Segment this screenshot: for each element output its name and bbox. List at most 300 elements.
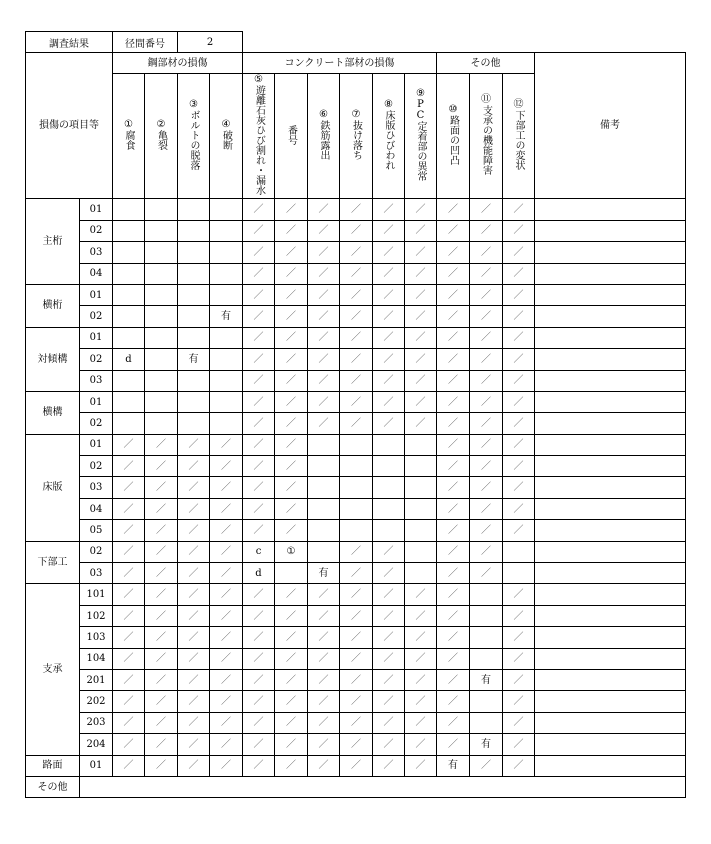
damage-cell[interactable] (210, 413, 243, 434)
damage-cell[interactable] (145, 242, 178, 263)
damage-cell[interactable]: ／ (340, 242, 373, 263)
damage-cell[interactable]: ／ (243, 349, 275, 370)
damage-cell[interactable] (373, 456, 405, 477)
damage-cell[interactable]: ／ (373, 306, 405, 327)
damage-cell[interactable]: ／ (113, 498, 145, 519)
damage-cell[interactable] (405, 498, 437, 519)
damage-cell[interactable]: 有 (178, 349, 210, 370)
damage-cell[interactable]: ／ (503, 648, 535, 669)
damage-cell[interactable]: ／ (275, 584, 308, 605)
damage-cell[interactable]: ／ (275, 734, 308, 755)
remarks-cell[interactable] (535, 584, 686, 605)
damage-cell[interactable] (145, 306, 178, 327)
damage-cell[interactable]: ／ (503, 391, 535, 412)
damage-cell[interactable]: ／ (340, 284, 373, 305)
damage-cell[interactable]: ／ (308, 669, 340, 690)
damage-cell[interactable]: ／ (145, 541, 178, 562)
damage-cell[interactable]: ／ (405, 691, 437, 712)
damage-cell[interactable]: ／ (308, 755, 340, 776)
damage-cell[interactable]: ／ (470, 563, 503, 584)
damage-cell[interactable]: ／ (503, 263, 535, 284)
damage-cell[interactable]: ／ (405, 413, 437, 434)
damage-cell[interactable]: ／ (243, 712, 275, 733)
damage-cell[interactable]: ／ (308, 370, 340, 391)
damage-cell[interactable]: ／ (405, 755, 437, 776)
damage-cell[interactable]: ／ (243, 284, 275, 305)
damage-cell[interactable]: ／ (275, 199, 308, 220)
damage-cell[interactable]: ／ (308, 199, 340, 220)
remarks-cell[interactable] (535, 541, 686, 562)
damage-cell[interactable]: ／ (503, 306, 535, 327)
remarks-cell[interactable] (535, 220, 686, 241)
damage-cell[interactable] (340, 498, 373, 519)
damage-cell[interactable]: ／ (340, 391, 373, 412)
damage-cell[interactable]: ／ (275, 349, 308, 370)
damage-cell[interactable]: ／ (178, 648, 210, 669)
damage-cell[interactable]: ／ (210, 541, 243, 562)
damage-cell[interactable]: ／ (470, 477, 503, 498)
damage-cell[interactable]: ／ (145, 477, 178, 498)
damage-cell[interactable]: ／ (145, 669, 178, 690)
damage-cell[interactable]: ／ (405, 263, 437, 284)
damage-cell[interactable]: ／ (243, 584, 275, 605)
damage-cell[interactable]: ／ (437, 413, 470, 434)
damage-cell[interactable]: ／ (275, 669, 308, 690)
remarks-cell[interactable] (535, 563, 686, 584)
damage-cell[interactable] (373, 477, 405, 498)
damage-cell[interactable] (113, 306, 145, 327)
damage-cell[interactable] (470, 691, 503, 712)
damage-cell[interactable]: ／ (275, 434, 308, 455)
remarks-cell[interactable] (535, 242, 686, 263)
damage-cell[interactable] (113, 327, 145, 348)
damage-cell[interactable]: ／ (373, 220, 405, 241)
damage-cell[interactable] (178, 220, 210, 241)
damage-cell[interactable]: ／ (113, 734, 145, 755)
damage-cell[interactable]: ／ (437, 327, 470, 348)
damage-cell[interactable] (503, 541, 535, 562)
damage-cell[interactable]: c (243, 541, 275, 562)
damage-cell[interactable]: ／ (210, 669, 243, 690)
damage-cell[interactable]: ／ (113, 669, 145, 690)
damage-cell[interactable]: ／ (275, 413, 308, 434)
damage-cell[interactable]: ／ (210, 605, 243, 626)
damage-cell[interactable]: ／ (113, 712, 145, 733)
damage-cell[interactable]: ／ (145, 712, 178, 733)
damage-cell[interactable]: ／ (373, 349, 405, 370)
damage-cell[interactable]: ／ (210, 434, 243, 455)
damage-cell[interactable]: ／ (470, 391, 503, 412)
damage-cell[interactable]: ／ (503, 327, 535, 348)
damage-cell[interactable]: ／ (437, 563, 470, 584)
damage-cell[interactable] (470, 648, 503, 669)
damage-cell[interactable]: ／ (437, 734, 470, 755)
damage-cell[interactable]: ／ (210, 627, 243, 648)
damage-cell[interactable] (405, 456, 437, 477)
damage-cell[interactable] (145, 413, 178, 434)
damage-cell[interactable]: ／ (503, 199, 535, 220)
damage-cell[interactable]: ／ (308, 306, 340, 327)
damage-cell[interactable]: ／ (275, 306, 308, 327)
damage-cell[interactable]: ／ (113, 584, 145, 605)
damage-cell[interactable]: ／ (503, 627, 535, 648)
damage-cell[interactable]: ／ (437, 220, 470, 241)
damage-cell[interactable]: ／ (437, 349, 470, 370)
damage-cell[interactable]: ／ (405, 627, 437, 648)
damage-cell[interactable]: ／ (340, 541, 373, 562)
damage-cell[interactable] (178, 370, 210, 391)
damage-cell[interactable]: ／ (178, 434, 210, 455)
damage-cell[interactable]: ／ (405, 391, 437, 412)
damage-cell[interactable]: ／ (243, 242, 275, 263)
damage-cell[interactable]: ／ (243, 734, 275, 755)
damage-cell[interactable] (308, 520, 340, 541)
damage-cell[interactable]: ／ (503, 584, 535, 605)
damage-cell[interactable] (145, 220, 178, 241)
damage-cell[interactable]: ／ (308, 391, 340, 412)
damage-cell[interactable]: ／ (275, 520, 308, 541)
damage-cell[interactable]: ／ (470, 498, 503, 519)
damage-cell[interactable]: ／ (437, 242, 470, 263)
damage-cell[interactable]: ／ (373, 712, 405, 733)
damage-cell[interactable]: ／ (243, 413, 275, 434)
damage-cell[interactable]: ① (275, 541, 308, 562)
damage-cell[interactable] (373, 434, 405, 455)
damage-cell[interactable]: ／ (243, 434, 275, 455)
damage-cell[interactable]: ／ (503, 669, 535, 690)
damage-cell[interactable]: ／ (308, 263, 340, 284)
damage-cell[interactable]: ／ (405, 584, 437, 605)
damage-cell[interactable]: ／ (340, 712, 373, 733)
damage-cell[interactable]: ／ (503, 755, 535, 776)
damage-cell[interactable]: d (113, 349, 145, 370)
remarks-cell[interactable] (535, 199, 686, 220)
damage-cell[interactable]: ／ (373, 541, 405, 562)
damage-cell[interactable] (113, 199, 145, 220)
damage-cell[interactable]: ／ (243, 391, 275, 412)
damage-cell[interactable]: ／ (275, 755, 308, 776)
damage-cell[interactable]: ／ (178, 605, 210, 626)
damage-cell[interactable]: ／ (470, 284, 503, 305)
damage-cell[interactable] (145, 284, 178, 305)
damage-cell[interactable] (373, 498, 405, 519)
damage-cell[interactable]: ／ (437, 263, 470, 284)
remarks-cell[interactable] (535, 605, 686, 626)
remarks-cell[interactable] (535, 306, 686, 327)
damage-cell[interactable] (145, 263, 178, 284)
damage-cell[interactable] (470, 605, 503, 626)
damage-cell[interactable]: ／ (178, 669, 210, 690)
damage-cell[interactable] (145, 327, 178, 348)
damage-cell[interactable]: ／ (243, 605, 275, 626)
damage-cell[interactable] (210, 284, 243, 305)
damage-cell[interactable] (178, 306, 210, 327)
damage-cell[interactable]: 有 (470, 669, 503, 690)
damage-cell[interactable]: ／ (437, 477, 470, 498)
damage-cell[interactable]: ／ (340, 306, 373, 327)
damage-cell[interactable]: ／ (145, 648, 178, 669)
damage-cell[interactable]: ／ (373, 584, 405, 605)
damage-cell[interactable]: 有 (308, 563, 340, 584)
damage-cell[interactable]: ／ (437, 520, 470, 541)
damage-cell[interactable]: ／ (340, 349, 373, 370)
damage-cell[interactable]: ／ (113, 541, 145, 562)
damage-cell[interactable] (145, 391, 178, 412)
damage-cell[interactable] (210, 391, 243, 412)
damage-cell[interactable]: ／ (275, 327, 308, 348)
damage-cell[interactable] (340, 520, 373, 541)
damage-cell[interactable]: ／ (308, 627, 340, 648)
damage-cell[interactable]: ／ (373, 391, 405, 412)
damage-cell[interactable]: ／ (340, 605, 373, 626)
damage-cell[interactable]: ／ (503, 434, 535, 455)
damage-cell[interactable]: ／ (275, 284, 308, 305)
damage-cell[interactable]: ／ (437, 306, 470, 327)
damage-cell[interactable]: ／ (437, 669, 470, 690)
damage-cell[interactable]: ／ (178, 520, 210, 541)
damage-cell[interactable]: ／ (308, 584, 340, 605)
damage-cell[interactable]: ／ (308, 712, 340, 733)
remarks-cell[interactable] (535, 498, 686, 519)
damage-cell[interactable]: ／ (210, 734, 243, 755)
damage-cell[interactable]: ／ (405, 734, 437, 755)
damage-cell[interactable]: ／ (210, 498, 243, 519)
damage-cell[interactable]: ／ (503, 477, 535, 498)
damage-cell[interactable]: ／ (275, 648, 308, 669)
other-notes-cell[interactable] (80, 776, 686, 797)
damage-cell[interactable]: ／ (308, 605, 340, 626)
damage-cell[interactable]: ／ (503, 712, 535, 733)
damage-cell[interactable] (470, 712, 503, 733)
damage-cell[interactable] (178, 284, 210, 305)
damage-cell[interactable]: ／ (210, 755, 243, 776)
damage-cell[interactable]: ／ (275, 391, 308, 412)
damage-cell[interactable] (308, 498, 340, 519)
damage-cell[interactable]: ／ (503, 605, 535, 626)
damage-cell[interactable] (113, 370, 145, 391)
damage-cell[interactable]: 有 (470, 734, 503, 755)
damage-cell[interactable]: ／ (113, 755, 145, 776)
damage-cell[interactable]: ／ (373, 327, 405, 348)
damage-cell[interactable] (308, 456, 340, 477)
damage-cell[interactable]: ／ (113, 456, 145, 477)
damage-cell[interactable]: ／ (340, 370, 373, 391)
damage-cell[interactable]: ／ (373, 669, 405, 690)
damage-cell[interactable] (178, 199, 210, 220)
remarks-cell[interactable] (535, 669, 686, 690)
damage-cell[interactable]: ／ (405, 349, 437, 370)
damage-cell[interactable]: ／ (470, 306, 503, 327)
damage-cell[interactable]: ／ (113, 691, 145, 712)
damage-cell[interactable]: ／ (437, 627, 470, 648)
damage-cell[interactable]: ／ (470, 242, 503, 263)
damage-cell[interactable] (340, 434, 373, 455)
damage-cell[interactable]: ／ (308, 648, 340, 669)
damage-cell[interactable] (405, 477, 437, 498)
damage-cell[interactable]: ／ (243, 669, 275, 690)
damage-cell[interactable] (470, 627, 503, 648)
damage-cell[interactable]: ／ (373, 648, 405, 669)
damage-cell[interactable]: ／ (243, 327, 275, 348)
damage-cell[interactable]: ／ (437, 199, 470, 220)
damage-cell[interactable]: ／ (340, 755, 373, 776)
damage-cell[interactable]: ／ (210, 691, 243, 712)
damage-cell[interactable]: ／ (470, 263, 503, 284)
damage-cell[interactable]: ／ (405, 242, 437, 263)
damage-cell[interactable]: ／ (243, 648, 275, 669)
damage-cell[interactable] (308, 477, 340, 498)
damage-cell[interactable] (405, 434, 437, 455)
damage-cell[interactable]: ／ (340, 220, 373, 241)
remarks-cell[interactable] (535, 520, 686, 541)
damage-cell[interactable] (210, 263, 243, 284)
damage-cell[interactable]: ／ (275, 456, 308, 477)
damage-cell[interactable]: ／ (145, 605, 178, 626)
damage-cell[interactable]: ／ (373, 563, 405, 584)
damage-cell[interactable]: ／ (373, 755, 405, 776)
damage-cell[interactable]: ／ (210, 563, 243, 584)
damage-cell[interactable] (405, 541, 437, 562)
damage-cell[interactable]: ／ (373, 691, 405, 712)
damage-cell[interactable]: ／ (243, 199, 275, 220)
remarks-cell[interactable] (535, 755, 686, 776)
damage-cell[interactable]: ／ (405, 669, 437, 690)
damage-cell[interactable]: ／ (308, 349, 340, 370)
damage-cell[interactable]: ／ (340, 627, 373, 648)
damage-cell[interactable]: ／ (275, 691, 308, 712)
remarks-cell[interactable] (535, 691, 686, 712)
damage-cell[interactable] (178, 391, 210, 412)
damage-cell[interactable]: ／ (113, 605, 145, 626)
damage-cell[interactable]: ／ (373, 199, 405, 220)
damage-cell[interactable]: ／ (145, 434, 178, 455)
damage-cell[interactable]: ／ (340, 734, 373, 755)
damage-cell[interactable]: ／ (113, 563, 145, 584)
damage-cell[interactable]: ／ (405, 648, 437, 669)
damage-cell[interactable] (178, 413, 210, 434)
damage-cell[interactable]: ／ (437, 712, 470, 733)
damage-cell[interactable] (405, 563, 437, 584)
remarks-cell[interactable] (535, 712, 686, 733)
damage-cell[interactable]: ／ (373, 370, 405, 391)
damage-cell[interactable]: ／ (373, 413, 405, 434)
damage-cell[interactable]: ／ (340, 691, 373, 712)
damage-cell[interactable] (210, 370, 243, 391)
damage-cell[interactable]: ／ (210, 712, 243, 733)
damage-cell[interactable]: ／ (470, 199, 503, 220)
damage-cell[interactable]: ／ (275, 242, 308, 263)
damage-cell[interactable]: ／ (470, 456, 503, 477)
remarks-cell[interactable] (535, 456, 686, 477)
damage-cell[interactable]: ／ (470, 327, 503, 348)
damage-cell[interactable]: ／ (308, 691, 340, 712)
damage-cell[interactable]: ／ (340, 563, 373, 584)
damage-cell[interactable]: ／ (437, 691, 470, 712)
damage-cell[interactable]: ／ (210, 520, 243, 541)
damage-cell[interactable]: ／ (503, 691, 535, 712)
damage-cell[interactable] (210, 349, 243, 370)
remarks-cell[interactable] (535, 413, 686, 434)
damage-cell[interactable] (145, 349, 178, 370)
damage-cell[interactable]: ／ (145, 734, 178, 755)
damage-cell[interactable]: ／ (145, 755, 178, 776)
damage-cell[interactable]: ／ (308, 327, 340, 348)
remarks-cell[interactable] (535, 263, 686, 284)
damage-cell[interactable]: ／ (243, 477, 275, 498)
remarks-cell[interactable] (535, 284, 686, 305)
damage-cell[interactable]: ／ (340, 669, 373, 690)
damage-cell[interactable]: ／ (437, 605, 470, 626)
damage-cell[interactable]: ／ (145, 584, 178, 605)
damage-cell[interactable]: ／ (405, 284, 437, 305)
damage-cell[interactable] (308, 541, 340, 562)
damage-cell[interactable]: ／ (113, 434, 145, 455)
remarks-cell[interactable] (535, 327, 686, 348)
damage-cell[interactable]: ／ (243, 755, 275, 776)
damage-cell[interactable]: ／ (275, 263, 308, 284)
damage-cell[interactable]: ／ (405, 370, 437, 391)
damage-cell[interactable]: ／ (243, 627, 275, 648)
damage-cell[interactable]: ／ (405, 327, 437, 348)
damage-cell[interactable]: ／ (470, 434, 503, 455)
damage-cell[interactable]: ／ (437, 284, 470, 305)
damage-cell[interactable]: ／ (243, 498, 275, 519)
damage-cell[interactable] (178, 242, 210, 263)
damage-cell[interactable]: ／ (373, 242, 405, 263)
damage-cell[interactable]: ／ (437, 370, 470, 391)
damage-cell[interactable]: ／ (178, 584, 210, 605)
damage-cell[interactable]: ／ (405, 199, 437, 220)
damage-cell[interactable]: ／ (275, 370, 308, 391)
damage-cell[interactable] (113, 263, 145, 284)
damage-cell[interactable]: ／ (503, 284, 535, 305)
damage-cell[interactable]: ／ (373, 284, 405, 305)
remarks-cell[interactable] (535, 734, 686, 755)
damage-cell[interactable] (470, 584, 503, 605)
damage-cell[interactable]: ／ (405, 712, 437, 733)
remarks-cell[interactable] (535, 648, 686, 669)
damage-cell[interactable] (113, 391, 145, 412)
damage-cell[interactable]: ／ (340, 413, 373, 434)
damage-cell[interactable]: ／ (178, 734, 210, 755)
damage-cell[interactable]: ／ (308, 242, 340, 263)
damage-cell[interactable]: ／ (503, 456, 535, 477)
damage-cell[interactable]: 有 (210, 306, 243, 327)
damage-cell[interactable]: ／ (178, 541, 210, 562)
damage-cell[interactable]: ／ (503, 734, 535, 755)
damage-cell[interactable]: ／ (470, 755, 503, 776)
damage-cell[interactable]: ／ (178, 456, 210, 477)
damage-cell[interactable]: ／ (340, 263, 373, 284)
damage-cell[interactable] (503, 563, 535, 584)
damage-cell[interactable]: ／ (340, 199, 373, 220)
damage-cell[interactable]: ／ (340, 584, 373, 605)
damage-cell[interactable]: ／ (145, 627, 178, 648)
damage-cell[interactable]: ／ (243, 220, 275, 241)
damage-cell[interactable] (373, 520, 405, 541)
damage-cell[interactable]: ／ (405, 306, 437, 327)
damage-cell[interactable]: ／ (437, 498, 470, 519)
damage-cell[interactable] (340, 456, 373, 477)
damage-cell[interactable]: 有 (437, 755, 470, 776)
damage-cell[interactable]: ／ (243, 456, 275, 477)
damage-cell[interactable]: ／ (275, 605, 308, 626)
damage-cell[interactable]: ／ (178, 691, 210, 712)
damage-cell[interactable]: ／ (308, 284, 340, 305)
damage-cell[interactable]: ／ (210, 584, 243, 605)
damage-cell[interactable]: ／ (373, 734, 405, 755)
damage-cell[interactable]: ／ (470, 349, 503, 370)
